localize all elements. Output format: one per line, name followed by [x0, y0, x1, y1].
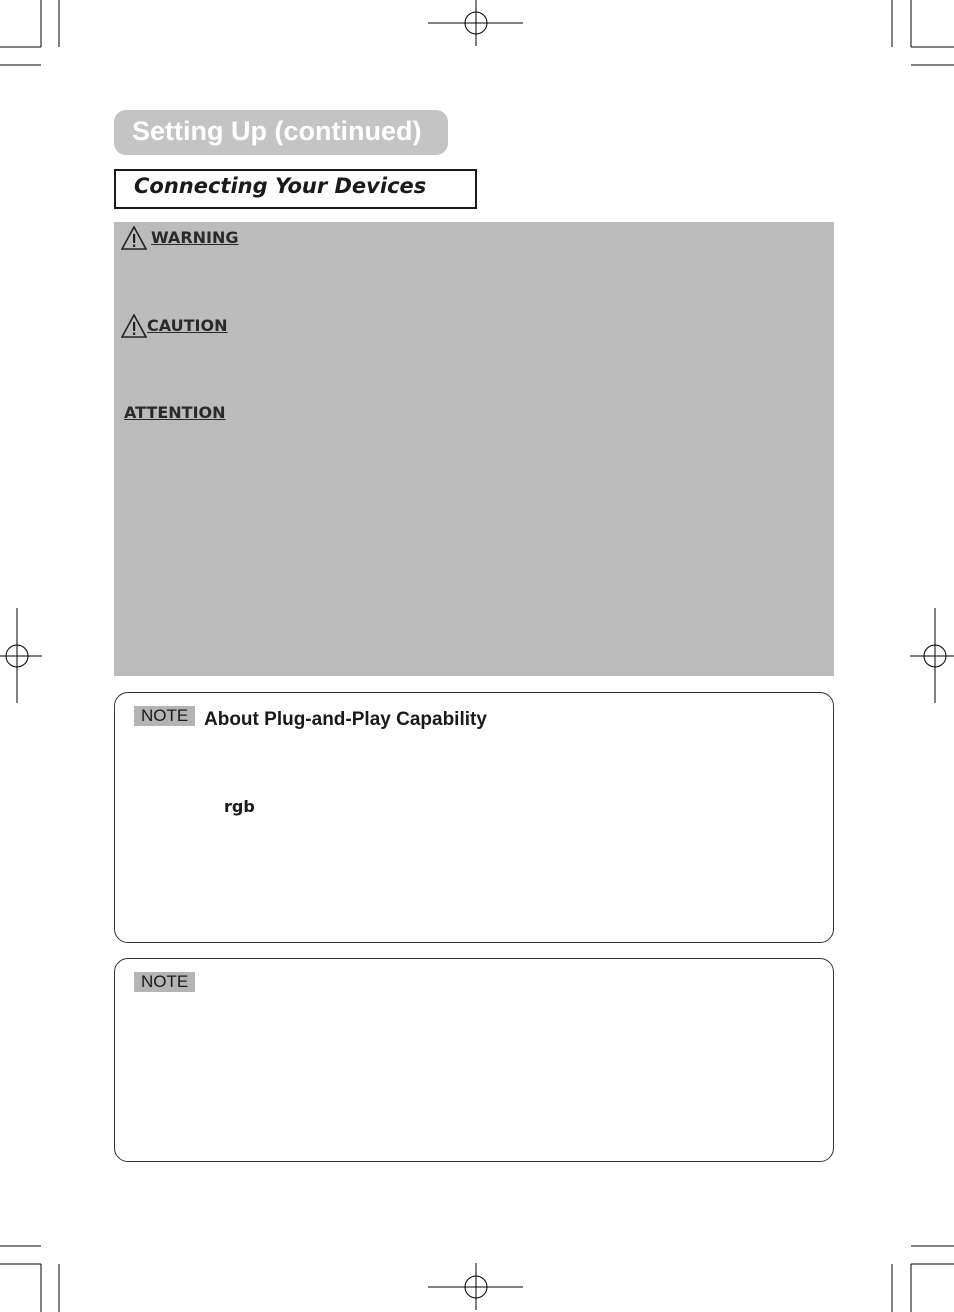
attention-label: ATTENTION [124, 403, 226, 422]
subsection-heading-box [114, 169, 477, 209]
subsection-title: Connecting Your Devices [134, 174, 427, 198]
warning-triangle-icon [121, 226, 147, 250]
section-title-pill [114, 110, 448, 155]
caution-label: CAUTION [147, 316, 228, 335]
safety-notice-panel [114, 222, 834, 676]
note-box-general [114, 958, 834, 1162]
caution-triangle-icon [121, 314, 147, 338]
note-tag: NOTE [134, 706, 195, 726]
warning-label: WARNING [151, 228, 239, 247]
section-title: Setting Up (continued) [132, 116, 422, 146]
rgb-port-label: rgb [224, 797, 255, 816]
note-tag: NOTE [134, 972, 195, 992]
note-title-plug-and-play: About Plug-and-Play Capability [204, 709, 487, 730]
